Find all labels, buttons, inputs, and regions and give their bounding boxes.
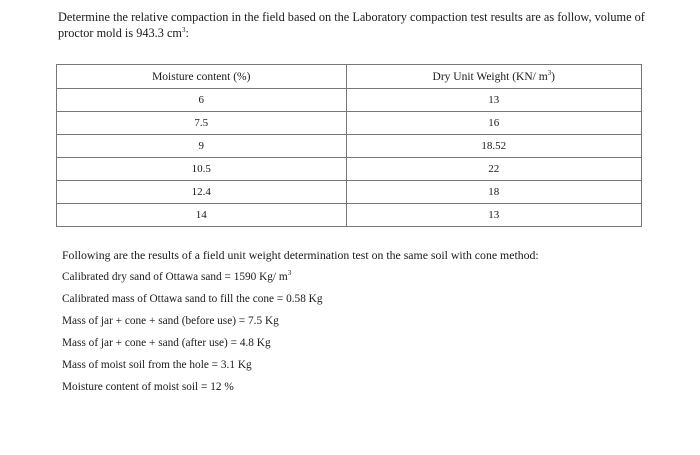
dry-unit-weight-cell: 18 bbox=[346, 181, 641, 204]
dry-unit-weight-cell: 22 bbox=[346, 158, 641, 181]
dry-sand-density-text: Calibrated dry sand of Ottawa sand = 1590 Kg/ m bbox=[62, 271, 288, 283]
table-header-row bbox=[57, 65, 642, 89]
mold-volume-text: proctor mold is 943.3 cm bbox=[58, 26, 182, 40]
dry-unit-weight-header-text: Dry Unit Weight (KN/ m bbox=[432, 70, 548, 83]
moisture-cell: 9 bbox=[57, 135, 347, 158]
field-test-section bbox=[62, 244, 682, 398]
moisture-cell: 12.4 bbox=[57, 181, 347, 204]
compaction-results-table bbox=[56, 64, 642, 227]
dry-unit-weight-header-exponent: 3 bbox=[547, 68, 552, 77]
dry-unit-weight-header-close: ) bbox=[551, 70, 555, 83]
problem-line-1: Determine the relative compaction in the field based on the Laboratory compaction test results are as follow, volume of bbox=[58, 10, 645, 24]
table-row bbox=[57, 181, 642, 204]
jar-mass-before: Mass of jar + cone + sand (before use) = 7.5 Kg bbox=[62, 315, 279, 327]
table-row bbox=[57, 135, 642, 158]
dry-unit-weight-cell: 16 bbox=[346, 112, 641, 135]
dry-sand-density bbox=[62, 266, 682, 288]
problem-statement bbox=[58, 9, 688, 41]
dry-unit-weight-cell: 13 bbox=[346, 89, 641, 112]
moisture-cell: 6 bbox=[57, 89, 347, 112]
dry-unit-weight-cell: 13 bbox=[346, 204, 641, 227]
dry-unit-weight-cell: 18.52 bbox=[346, 135, 641, 158]
field-test-intro: Following are the results of a field unit weight determination test on the same soil with cone method: bbox=[62, 248, 539, 262]
table-row bbox=[57, 158, 642, 181]
moisture-cell: 10.5 bbox=[57, 158, 347, 181]
moisture-cell: 14 bbox=[57, 204, 347, 227]
moist-soil-mass: Mass of moist soil from the hole = 3.1 Kg bbox=[62, 359, 252, 371]
moisture-cell: 7.5 bbox=[57, 112, 347, 135]
table-row bbox=[57, 89, 642, 112]
problem-line-2 bbox=[58, 25, 688, 41]
jar-mass-after: Mass of jar + cone + sand (after use) = 4.8 Kg bbox=[62, 337, 271, 349]
table-row bbox=[57, 204, 642, 227]
dry-unit-weight-header bbox=[346, 65, 641, 89]
moisture-content-header: Moisture content (%) bbox=[57, 65, 347, 89]
cone-sand-mass: Calibrated mass of Ottawa sand to fill the cone = 0.58 Kg bbox=[62, 293, 323, 305]
mold-volume-colon: : bbox=[185, 26, 189, 40]
dry-sand-density-exponent: 3 bbox=[287, 269, 292, 278]
mold-volume-exponent: 3 bbox=[181, 25, 186, 34]
table-row bbox=[57, 112, 642, 135]
moist-soil-moisture: Moisture content of moist soil = 12 % bbox=[62, 381, 234, 393]
